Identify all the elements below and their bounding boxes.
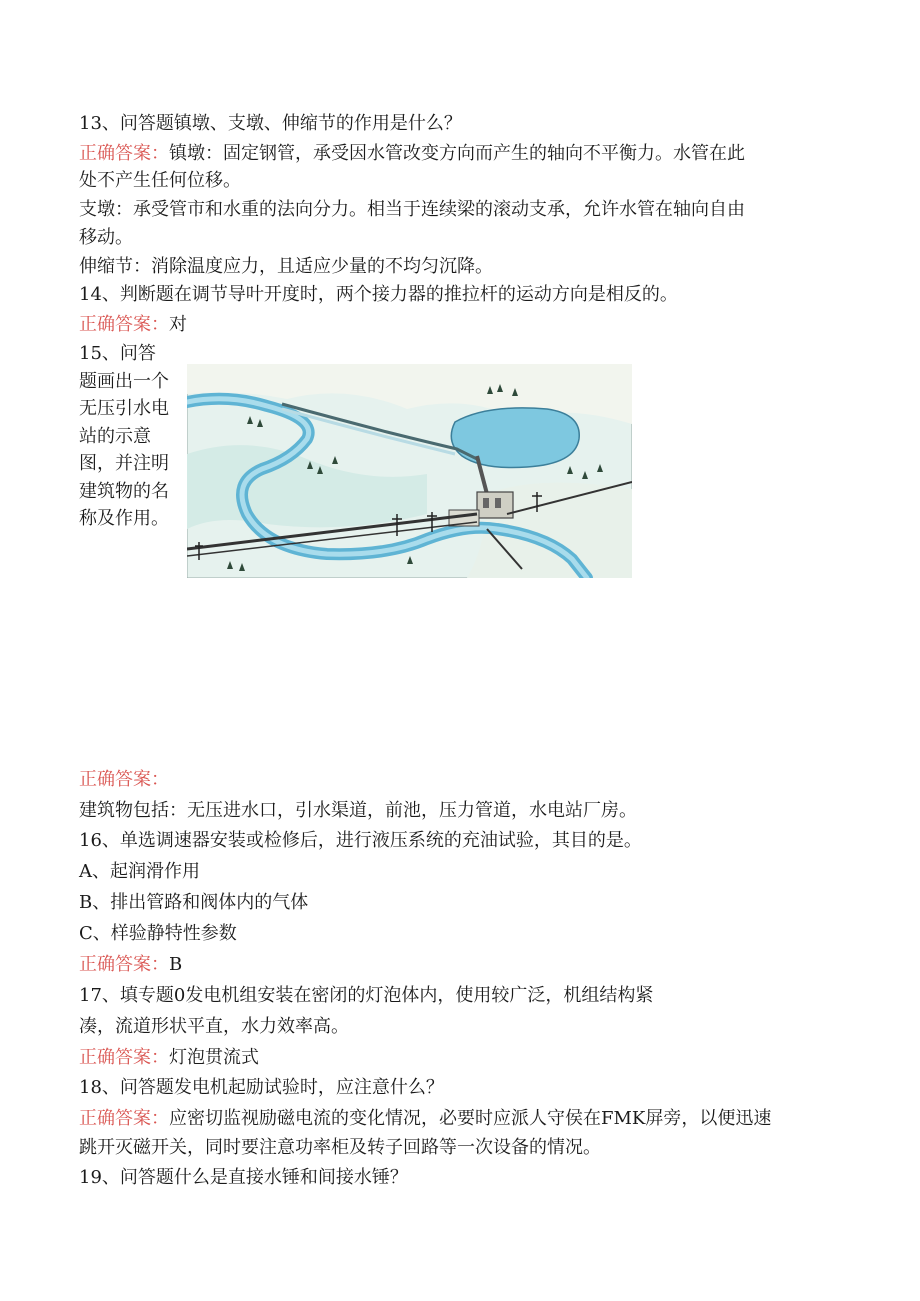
q15-answer-text: 建筑物包括：无压进水口，引水渠道，前池，压力管道，水电站厂房。 xyxy=(79,800,637,821)
answer-label: 正确答案： xyxy=(79,1047,169,1068)
q16-option-b: B、排出管路和阀体内的气体 xyxy=(79,892,309,913)
q13-question: 13、问答题镇墩、支墩、伸缩节的作用是什么？ xyxy=(79,113,462,134)
q16-answer-text: B xyxy=(169,954,183,975)
q14-answer-text: 对 xyxy=(169,314,187,335)
q13-answer-text: 伸缩节：消除温度应力，且适应少量的不均匀沉降。 xyxy=(79,256,493,277)
hydropower-station-diagram xyxy=(187,364,632,578)
q18-answer-text: 应密切监视励磁电流的变化情况，必要时应派人守侯在FMK屏旁，以便迅速 xyxy=(169,1108,772,1129)
answer-label: 正确答案： xyxy=(79,314,169,335)
answer-label: 正确答案： xyxy=(79,954,169,975)
q13-answer-text: 移动。 xyxy=(79,227,133,248)
q16-option-c: C、样验静特性参数 xyxy=(79,923,237,944)
q17-question-cont: 凑，流道形状平直，水力效率高。 xyxy=(79,1016,349,1037)
q13-answer-row xyxy=(79,139,745,169)
q17-answer-row xyxy=(79,1043,259,1073)
answer-label: 正确答案： xyxy=(79,769,169,790)
q15-question: 15、问答题画出一个无压引水电站的示意图，并注明建筑物的名称及作用。 xyxy=(79,343,169,529)
q14-answer-row xyxy=(79,310,187,340)
q14-question: 14、判断题在调节导叶开度时，两个接力器的推拉杆的运动方向是相反的。 xyxy=(79,284,678,305)
q19-question: 19、问答题什么是直接水锤和间接水锤？ xyxy=(79,1167,408,1188)
q18-answer-text: 跳开灭磁开关，同时要注意功率柜及转子回路等一次设备的情况。 xyxy=(79,1137,601,1158)
q16-answer-row xyxy=(79,950,182,980)
q17-question: 17、填专题0发电机组安装在密闭的灯泡体内，使用较广泛，机组结构紧 xyxy=(79,985,654,1006)
q16-option-a: A、起润滑作用 xyxy=(79,861,200,882)
q13-answer-text: 处不产生任何位移。 xyxy=(79,170,241,191)
q18-question: 18、问答题发电机起励试验时，应注意什么？ xyxy=(79,1077,444,1098)
q16-question: 16、单选调速器安装或检修后，进行液压系统的充油试验，其目的是。 xyxy=(79,830,642,851)
q13-answer-text: 镇墩：固定钢管，承受因水管改变方向而产生的轴向不平衡力。水管在此 xyxy=(169,143,745,164)
answer-label: 正确答案： xyxy=(79,1108,169,1129)
answer-label: 正确答案： xyxy=(79,143,169,164)
q18-answer-row xyxy=(79,1104,771,1134)
q15-answer-label xyxy=(79,765,169,795)
q13-answer-text: 支墩：承受管市和水重的法向分力。相当于连续梁的滚动支承，允许水管在轴向自由 xyxy=(79,199,745,220)
q17-answer-text: 灯泡贯流式 xyxy=(169,1047,259,1068)
